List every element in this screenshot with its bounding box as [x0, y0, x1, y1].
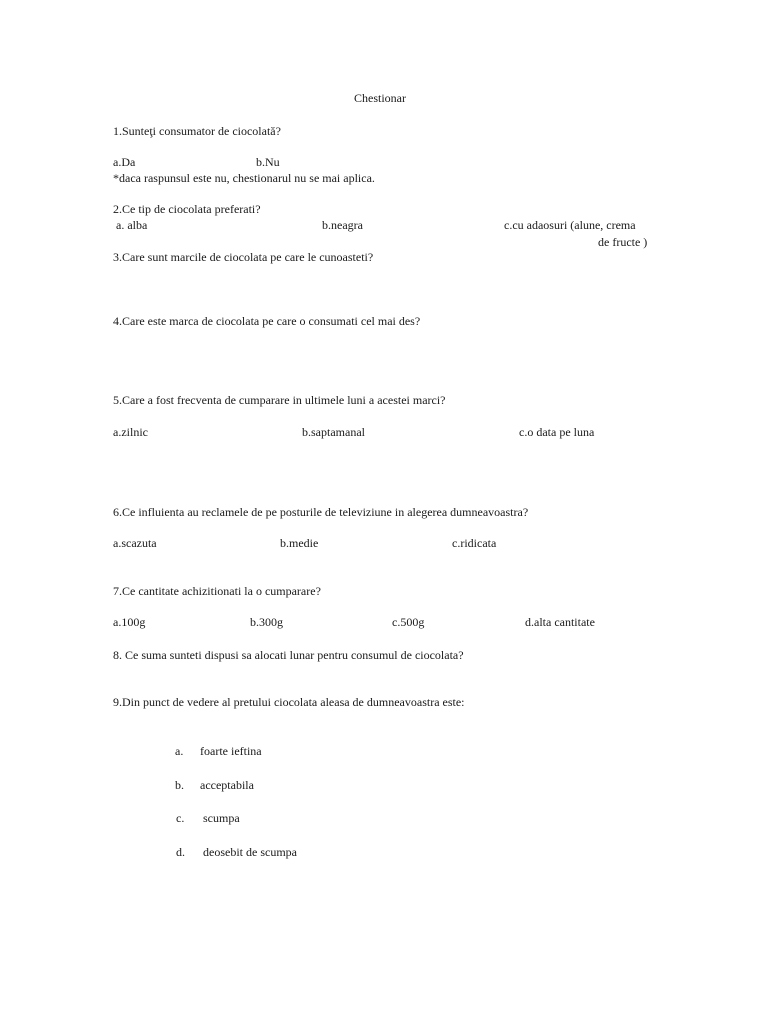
q1-note: *daca raspunsul este nu, chestionarul nu se mai aplica. — [113, 171, 375, 185]
q1-option-b: b.Nu — [256, 155, 280, 169]
q9-option-d-text: deosebit de scumpa — [203, 845, 297, 859]
q7-option-d: d.alta cantitate — [525, 615, 595, 629]
q5-option-c: c.o data pe luna — [519, 425, 595, 439]
question-4: 4.Care este marca de ciocolata pe care o consumati cel mai des? — [113, 314, 421, 328]
page-title: Chestionar — [354, 91, 406, 105]
question-8: 8. Ce suma sunteti dispusi sa alocati lunar pentru consumul de ciocolata? — [113, 648, 464, 662]
question-6: 6.Ce influienta au reclamele de pe posturile de televiziune in alegerea dumneavoastra? — [113, 505, 529, 519]
q6-option-c: c.ridicata — [452, 536, 497, 550]
q5-option-b: b.saptamanal — [302, 425, 365, 439]
q2-option-b: b.neagra — [322, 218, 363, 232]
q6-option-a: a.scazuta — [113, 536, 157, 550]
question-5: 5.Care a fost frecventa de cumparare in ultimele luni a acestei marci? — [113, 393, 446, 407]
q5-option-a: a.zilnic — [113, 425, 148, 439]
q9-option-d-marker: d. — [176, 845, 185, 859]
q9-option-a-marker: a. — [175, 744, 184, 758]
q9-option-c-text: scumpa — [203, 811, 240, 825]
question-9: 9.Din punct de vedere al pretului ciocolata aleasa de dumneavoastra este: — [113, 695, 465, 709]
q7-option-c: c.500g — [392, 615, 425, 629]
q9-option-c-marker: c. — [176, 811, 185, 825]
q1-option-a: a.Da — [113, 155, 136, 169]
q7-option-a: a.100g — [113, 615, 146, 629]
q7-option-b: b.300g — [250, 615, 283, 629]
question-1: 1.Sunteţi consumator de ciocolată? — [113, 124, 281, 138]
q6-option-b: b.medie — [280, 536, 319, 550]
question-2: 2.Ce tip de ciocolata preferati? — [113, 202, 261, 216]
q9-option-a-text: foarte ieftina — [200, 744, 262, 758]
question-3: 3.Care sunt marcile de ciocolata pe care le cunoasteti? — [113, 250, 374, 264]
q9-option-b-text: acceptabila — [200, 778, 254, 792]
q2-option-c: c.cu adaosuri (alune, crema — [504, 218, 636, 232]
q9-option-b-marker: b. — [175, 778, 184, 792]
question-7: 7.Ce cantitate achizitionati la o cumparare? — [113, 584, 321, 598]
q2-option-a: a. alba — [116, 218, 148, 232]
q2-option-c-continued: de fructe ) — [598, 235, 648, 249]
